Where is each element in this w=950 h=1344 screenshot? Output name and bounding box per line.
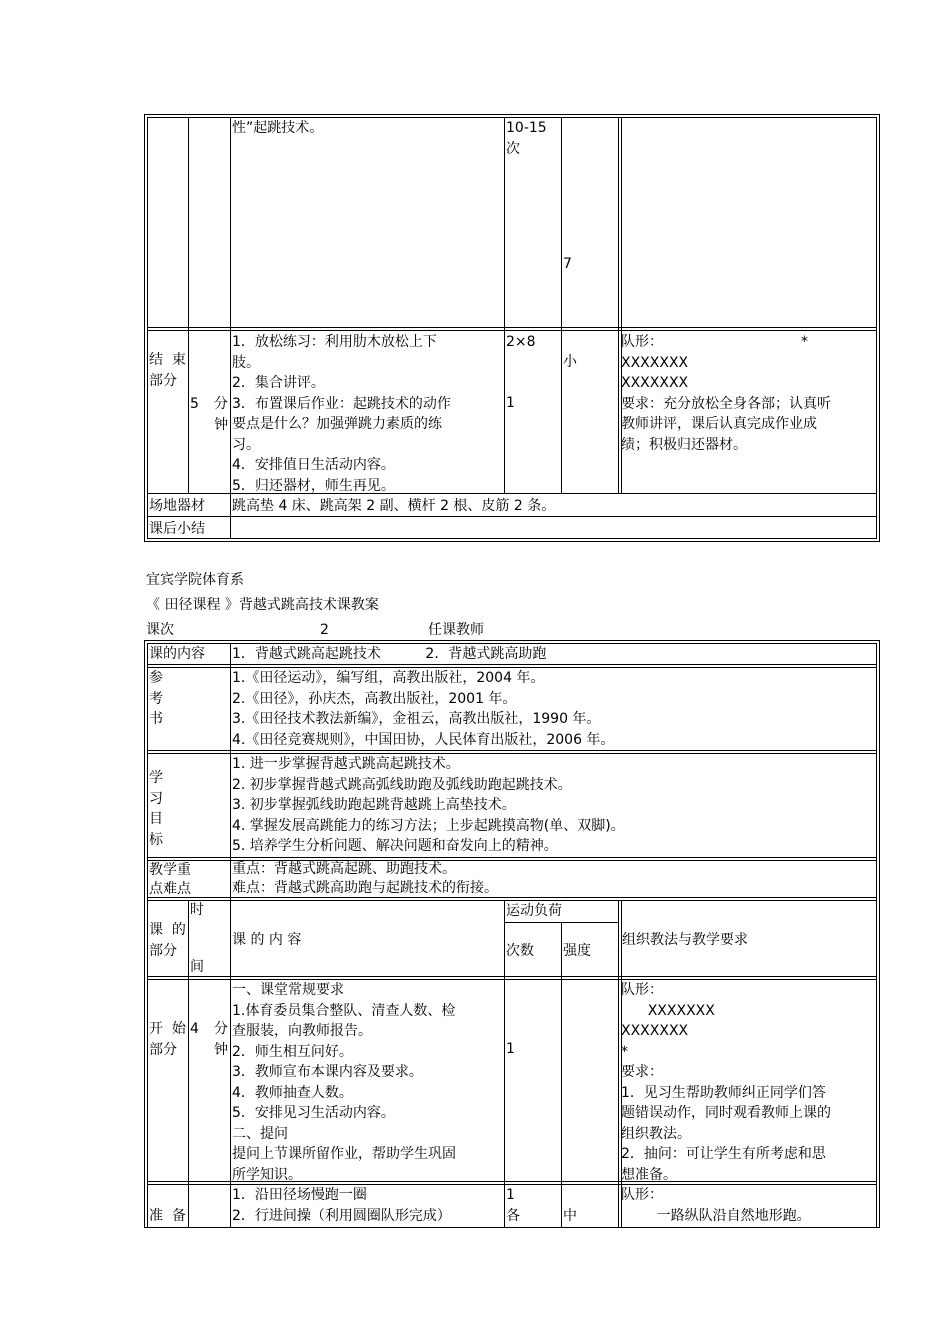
content-line: 1．放松练习：利用肋木放松上下 — [232, 334, 437, 350]
organization-line: XXXXXXX — [621, 354, 689, 371]
goal-label: 学 习 目 标 — [149, 770, 163, 848]
organization-line: 想准备。 — [621, 1166, 677, 1183]
organization-line: 教师讲评，课后认真完成作业成 — [621, 416, 817, 432]
venue-label: 场地器材 — [149, 498, 205, 514]
row1-content: 性”起跳技术。 — [232, 120, 324, 136]
content-line: 3．教师宣布本课内容及要求。 — [232, 1064, 423, 1080]
prep-count — [506, 1185, 560, 1226]
content-line: 肢。 — [232, 354, 260, 371]
row1-count: 10-15 次 — [506, 120, 547, 157]
content-line: 要点是什么？加强弹跳力素质的练 — [232, 416, 442, 432]
content-line: 4．安排值日生活动内容。 — [232, 457, 395, 473]
key-list — [232, 860, 872, 898]
content-value: 1．背越式跳高起跳技术 2．背越式跳高助跑 — [232, 646, 547, 662]
teacher-label: 任课教师 — [428, 622, 484, 638]
organization-line: XXXXXXX — [621, 1023, 689, 1039]
content-line: 所学知识。 — [232, 1166, 302, 1183]
ending-time-number: 5 — [190, 396, 199, 412]
reference-item: 4.《田径竞赛规则》，中国田协，人民体育出版社，2006 年。 — [232, 731, 615, 748]
content-line: 2．师生相互问好。 — [232, 1043, 353, 1060]
lesson-number: 2 — [320, 622, 329, 638]
summary-label: 课后小结 — [149, 521, 205, 537]
organization-line: XXXXXXX — [621, 375, 689, 391]
reference-label: 参 考 书 — [149, 670, 163, 727]
goal-item: 5. 培养学生分析问题、解决问题和奋发向上的精神。 — [232, 838, 558, 854]
key-item: 难点：背越式跳高助跑与起跳技术的衔接。 — [232, 880, 498, 896]
content-line: 3．布置课后作业：起跳技术的动作 — [232, 395, 451, 412]
content-line: 1．沿田径场慢跑一圈 — [232, 1187, 367, 1203]
goal-item: 4. 掌握发展高跳能力的练习方法；上步起跳摸高物(单、双脚)。 — [232, 817, 625, 834]
organization-line: 组织教法。 — [621, 1125, 691, 1142]
organization-line: 要求：充分放松全身各部；认真听 — [621, 395, 831, 412]
row1-intensity-mark: 7 — [563, 256, 572, 272]
organization-line: 绩；积极归还器材。 — [621, 436, 747, 453]
ending-time-unit: 分 钟 — [214, 396, 228, 433]
content-line: 一、课堂常规要求 — [232, 982, 344, 998]
start-content — [232, 980, 504, 1185]
start-organization — [621, 980, 879, 1185]
organization-line: 要求： — [621, 1064, 663, 1080]
reference-item: 1.《田径运动》，编写组，高教出版社，2004 年。 — [232, 670, 545, 686]
content-line: 5．归还器材，师生再见。 — [232, 477, 395, 494]
school-name: 宜宾学院体育系 — [146, 572, 244, 588]
prep-part-label: 准 备 — [149, 1208, 186, 1224]
organization-line: 队形： — [621, 1187, 663, 1203]
count-line: 各 — [506, 1207, 520, 1224]
prep-intensity: 中 — [563, 1208, 577, 1224]
content-label: 课的内容 — [149, 646, 205, 662]
key-label: 教学重 点难点 — [149, 862, 191, 897]
content-line: 提问上节课所留作业，帮助学生巩固 — [232, 1146, 456, 1162]
key-item: 重点：背越式跳高起跳、助跑技术。 — [232, 861, 456, 877]
content-line: 2．集合讲评。 — [232, 375, 325, 391]
goal-item: 1. 进一步掌握背越式跳高起跳技术。 — [232, 756, 460, 772]
reference-item: 3.《田径技术教法新编》，金祖云，高教出版社，1990 年。 — [232, 711, 601, 727]
organization-line: 队形： — [621, 982, 663, 998]
content-line: 4．教师抽查人数。 — [232, 1084, 353, 1101]
content-line: 2．行进间操（利用圆圈队形完成） — [232, 1207, 451, 1224]
content-line: 二、提问 — [232, 1125, 288, 1142]
head-part: 课 的 部分 — [149, 922, 186, 959]
start-part-label: 开 始 部分 — [149, 1021, 186, 1058]
organization-line: 题错误动作，同时观看教师上课的 — [621, 1105, 831, 1121]
count-line: 1 — [506, 1187, 515, 1203]
prep-organization — [621, 1185, 879, 1226]
content-line: 习。 — [232, 436, 260, 453]
content-line: 查服装，向教师报告。 — [232, 1023, 372, 1039]
organization-line: 1．见习生帮助教师纠正同学们答 — [621, 1084, 826, 1101]
start-count: 1 — [506, 1041, 515, 1057]
head-time-top: 时 — [190, 902, 204, 918]
head-content: 课 的 内 容 — [232, 932, 302, 948]
organization-line: 2．抽问：可让学生有所考虑和思 — [621, 1146, 826, 1162]
reference-item: 2.《田径》，孙庆杰，高教出版社，2001 年。 — [232, 690, 517, 707]
goal-list — [232, 754, 872, 857]
organization-line: XXXXXXX — [621, 1002, 715, 1019]
head-intensity: 强度 — [563, 943, 591, 959]
ending-intensity: 小 — [563, 354, 577, 370]
start-time-unit: 分 钟 — [214, 1021, 228, 1058]
head-count: 次数 — [506, 943, 534, 959]
goal-item: 2. 初步掌握背越式跳高弧线助跑及弧线助跑起跳技术。 — [232, 776, 572, 793]
course-title: 《 田径课程 》背越式跳高技术课教案 — [146, 597, 379, 613]
head-load: 运动负荷 — [506, 903, 562, 919]
organization-line: 一路纵队沿自然地形跑。 — [621, 1207, 811, 1224]
ending-count-mid: 1 — [506, 395, 515, 411]
venue-value: 跳高垫 4 床、跳高架 2 副、横杆 2 根、皮筋 2 条。 — [232, 498, 556, 514]
content-line: 5．安排见习生活动内容。 — [232, 1105, 395, 1121]
organization-line: * — [621, 1043, 628, 1060]
reference-list — [232, 668, 872, 750]
content-line: 1.体育委员集合整队、清查人数、检 — [232, 1002, 456, 1019]
organization-line: 队形： * — [621, 334, 808, 350]
lesson-label: 课次 — [146, 622, 174, 638]
ending-count-top: 2×8 — [506, 334, 536, 350]
head-time-bottom: 间 — [190, 959, 204, 975]
start-time-number: 4 — [190, 1021, 199, 1037]
head-organization: 组织教法与教学要求 — [622, 932, 748, 948]
goal-item: 3. 初步掌握弧线助跑起跳背越跳上高垫技术。 — [232, 797, 516, 813]
prep-content — [232, 1185, 504, 1226]
ending-part-label: 结 束 部分 — [149, 352, 186, 389]
